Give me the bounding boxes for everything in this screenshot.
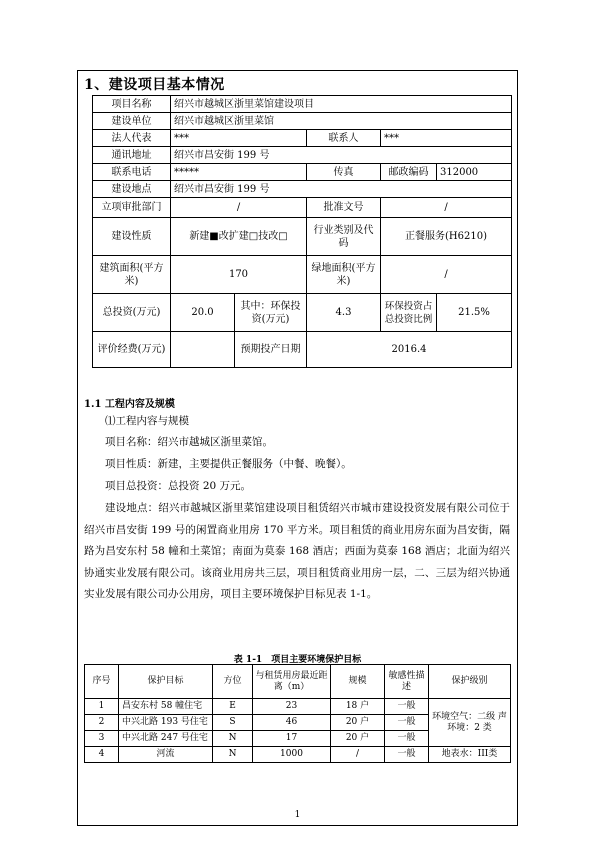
- paragraph-project-name: 项目名称：绍兴市越城区浙里菜馆。: [105, 436, 273, 448]
- table-header: 保护级别: [429, 665, 511, 699]
- paragraph-location: 建设地点：绍兴市越城区浙里菜馆建设项目租赁绍兴市城市建设投资发展有限公司位于绍兴市昌安街 199 号的闲置商业用房 170 平方米。项目租赁的商业用房东面为昌安街，隔路为昌安东村 58 幢和土菜馆；南面为莫泰 168 酒店；西面为莫泰 168 酒店；北面为绍兴协通实业发展有限公司。该商业用房共三层，项目租赁商业用房一层，二、三层为绍兴协通实业发展有限公司办公用房，项目主要环境保护目标见表 1-1。: [84, 502, 510, 600]
- nature-label: 建设性质: [93, 218, 171, 256]
- table-cell: 3: [85, 731, 119, 747]
- table-cell: 20 户: [331, 715, 385, 731]
- address-label: 通讯地址: [93, 147, 171, 164]
- table-row: [85, 699, 511, 715]
- postcode-label: 邮政编码: [381, 164, 437, 181]
- approval-dept-label: 立项审批部门: [93, 198, 171, 218]
- green-label: 绿地面积(平方米): [307, 256, 381, 294]
- table-header: 敏感性描述: [385, 665, 429, 699]
- legal-rep-label: 法人代表: [93, 130, 171, 147]
- table-header: 保护目标: [119, 665, 213, 699]
- phone-label: 联系电话: [93, 164, 171, 181]
- table-header: 序号: [85, 665, 119, 699]
- table-header: 与租赁用房最近距离（m）: [253, 665, 331, 699]
- invest-value: 20.0: [171, 294, 235, 332]
- paragraph-scope-heading: ⑴工程内容与规模: [105, 415, 189, 427]
- subsection-title: 1.1 工程内容及规模: [84, 399, 175, 410]
- table-cell: 1000: [253, 747, 331, 763]
- table-cell: 46: [253, 715, 331, 731]
- area-value: 170: [171, 256, 307, 294]
- site-value: 绍兴市昌安街 199 号: [171, 181, 512, 198]
- table-cell: S: [213, 715, 253, 731]
- address-value: 绍兴市昌安街 199 号: [171, 147, 512, 164]
- table-cell: E: [213, 699, 253, 715]
- env-invest-value: 4.3: [307, 294, 381, 332]
- table-caption: 表 1-1 项目主要环境保护目标: [233, 655, 362, 665]
- table-cell: 河流: [119, 747, 213, 763]
- paragraph-project-nature: 项目性质：新建，主要提供正餐服务（中餐、晚餐）。: [105, 458, 352, 470]
- area-label: 建筑面积(平方米): [93, 256, 171, 294]
- table-header: 方位: [213, 665, 253, 699]
- contact-label: 联系人: [307, 130, 381, 147]
- builder-label: 建设单位: [93, 113, 171, 130]
- protection-level-merged: 环境空气：二级 声环境：2 类: [429, 699, 511, 747]
- legal-rep-value: ***: [171, 130, 307, 147]
- table-cell: N: [213, 731, 253, 747]
- section-title: 1、建设项目基本情况: [84, 77, 225, 93]
- approval-no-value: /: [381, 198, 512, 218]
- table-header: 规模: [331, 665, 385, 699]
- prod-date-value: 2016.4: [307, 332, 512, 368]
- site-label: 建设地点: [93, 181, 171, 198]
- phone-value: *****: [171, 164, 307, 181]
- table-cell: 地表水：III类: [429, 747, 511, 763]
- table-cell: 4: [85, 747, 119, 763]
- page-number: 1: [294, 810, 301, 820]
- env-ratio-label: 环保投资占总投资比例: [381, 294, 437, 332]
- industry-value: 正餐服务(H6210): [381, 218, 512, 256]
- prod-date-label: 预期投产日期: [235, 332, 307, 368]
- postcode-value: 312000: [437, 164, 512, 181]
- env-ratio-value: 21.5%: [437, 294, 512, 332]
- nature-value: 新建■改扩建□技改□: [171, 218, 307, 256]
- table-cell: 17: [253, 731, 331, 747]
- project-info-table: [92, 95, 512, 368]
- project-name-label: 项目名称: [93, 96, 171, 113]
- table-cell: 一般: [385, 699, 429, 715]
- table-cell: 一般: [385, 747, 429, 763]
- env-protection-table: [84, 664, 511, 763]
- contact-value: ***: [381, 130, 512, 147]
- table-cell: 昌安东村 58 幢住宅: [119, 699, 213, 715]
- env-invest-label: 其中：环保投资(万元): [235, 294, 307, 332]
- table-cell: 23: [253, 699, 331, 715]
- table-cell: 2: [85, 715, 119, 731]
- table-cell: /: [331, 747, 385, 763]
- table-cell: N: [213, 747, 253, 763]
- table-cell: 一般: [385, 715, 429, 731]
- table-cell: 18 户: [331, 699, 385, 715]
- table-cell: 20 户: [331, 731, 385, 747]
- fax-label: 传真: [307, 164, 381, 181]
- approval-dept-value: /: [171, 198, 307, 218]
- eval-fee-label: 评价经费(万元): [93, 332, 171, 368]
- builder-value: 绍兴市越城区浙里菜馆: [171, 113, 512, 130]
- table-cell: 一般: [385, 731, 429, 747]
- table-cell: 中兴北路 247 号住宅: [119, 731, 213, 747]
- invest-label: 总投资(万元): [93, 294, 171, 332]
- table-row: [85, 747, 511, 763]
- table-cell: 中兴北路 193 号住宅: [119, 715, 213, 731]
- project-name-value: 绍兴市越城区浙里菜馆建设项目: [171, 96, 512, 113]
- approval-no-label: 批准文号: [307, 198, 381, 218]
- table-cell: 1: [85, 699, 119, 715]
- eval-fee-value: [171, 332, 235, 368]
- paragraph-total-investment: 项目总投资：总投资 20 万元。: [105, 480, 252, 492]
- industry-label: 行业类别及代码: [307, 218, 381, 256]
- green-value: /: [381, 256, 512, 294]
